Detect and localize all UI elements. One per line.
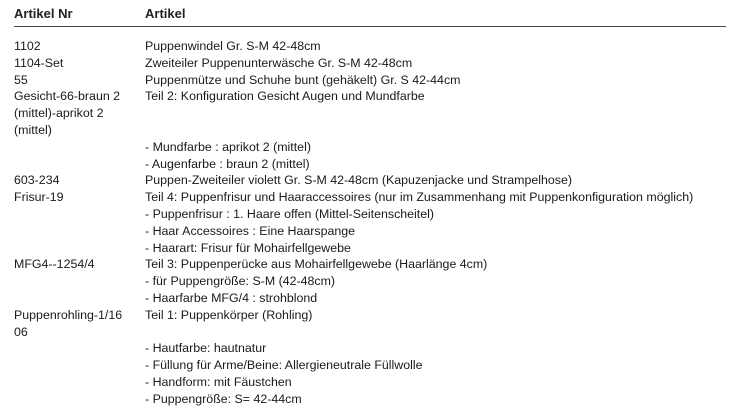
table-header xyxy=(0,0,735,24)
artikel-cell xyxy=(145,88,425,172)
artikel-text-line: - Puppenfrisur : 1. Haare offen (Mittel-Seitenscheitel) xyxy=(145,206,435,221)
artikel-nr-cell xyxy=(14,189,136,206)
column-header-artikel-nr: Artikel Nr xyxy=(14,6,73,21)
artikel-text-line: - Mundfarbe : aprikot 2 (mittel) xyxy=(145,139,311,154)
artikel-nr-text: 1102 xyxy=(14,39,41,53)
artikel-nr-cell xyxy=(14,172,136,189)
artikel-text-line: - Haar Accessoires : Eine Haarspange xyxy=(145,223,356,238)
artikel-text-line: - Augenfarbe : braun 2 (mittel) xyxy=(145,156,310,171)
artikel-nr-text: MFG4--1254/4 xyxy=(14,257,95,272)
artikel-nr-cell xyxy=(14,307,136,341)
artikel-text-line: Teil 2: Konfiguration Gesicht Augen und Mundfarbe xyxy=(145,89,425,104)
artikel-text-line: Zweiteiler Puppenunterwäsche Gr. S-M 42-48cm xyxy=(145,55,413,70)
artikel-nr-text: Puppenrohling-1/16 xyxy=(14,307,123,322)
artikel-nr-cell xyxy=(14,72,136,89)
artikel-nr-cell xyxy=(14,38,136,55)
table-row xyxy=(0,55,735,72)
table-row xyxy=(0,88,735,172)
artikel-text-line: - Haarart: Frisur für Mohairfellgewebe xyxy=(145,240,351,255)
artikel-nr-text: 1104-Set xyxy=(14,55,64,70)
artikel-text-line xyxy=(145,105,425,122)
artikel-text-line: Puppenwindel Gr. S-M 42-48cm xyxy=(145,39,321,53)
artikel-cell xyxy=(145,38,321,55)
table-body xyxy=(0,38,735,408)
artikel-cell xyxy=(145,189,693,256)
artikel-text-line: Puppen-Zweiteiler violett Gr. S-M 42-48cm (Kapuzenjacke und Strampelhose) xyxy=(145,173,572,188)
artikel-text-line: - Handform: mit Fäustchen xyxy=(145,374,292,389)
artikel-cell xyxy=(145,72,460,89)
artikel-text-line: - Hautfarbe: hautnatur xyxy=(145,341,267,356)
table-row xyxy=(0,172,735,189)
artikel-text-line: - Puppengröße: S= 42-44cm xyxy=(145,391,302,406)
table-row xyxy=(0,189,735,256)
artikel-nr-text: (mittel)-aprikot 2 xyxy=(14,106,104,121)
artikel-nr-cell xyxy=(14,88,136,138)
header-divider xyxy=(14,26,726,27)
artikel-cell xyxy=(145,172,572,189)
artikel-nr-text: 06 xyxy=(14,324,28,339)
artikel-cell xyxy=(145,307,423,408)
table-row xyxy=(0,307,735,408)
artikel-text-line: - Haarfarbe MFG/4 : strohblond xyxy=(145,290,318,305)
artikel-text-line: Teil 3: Puppenperücke aus Mohairfellgewebe (Haarlänge 4cm) xyxy=(145,257,488,272)
table-row xyxy=(0,256,735,306)
artikel-nr-text: 603-234 xyxy=(14,173,60,188)
column-header-artikel: Artikel xyxy=(145,6,186,21)
artikel-nr-text: 55 xyxy=(14,72,28,87)
artikel-nr-cell xyxy=(14,256,136,273)
artikel-nr-cell xyxy=(14,55,136,72)
artikel-nr-text: (mittel) xyxy=(14,122,52,137)
artikel-cell xyxy=(145,256,487,306)
table-row xyxy=(0,72,735,89)
artikel-text-line xyxy=(145,122,425,139)
artikel-text-line xyxy=(145,324,423,341)
artikel-text-line: Teil 4: Puppenfrisur und Haaraccessoires (nur im Zusammenhang mit Puppenkonfiguration möglich) xyxy=(145,190,694,205)
artikel-cell xyxy=(145,55,412,72)
artikel-nr-text: Frisur-19 xyxy=(14,190,64,205)
table-row xyxy=(0,38,735,55)
artikel-text-line: Puppenmütze und Schuhe bunt (gehäkelt) Gr. S 42-44cm xyxy=(145,72,461,87)
artikel-text-line: Teil 1: Puppenkörper (Rohling) xyxy=(145,307,313,322)
artikel-text-line: - für Puppengröße: S-M (42-48cm) xyxy=(145,274,336,289)
artikel-text-line: - Füllung für Arme/Beine: Allergieneutrale Füllwolle xyxy=(145,358,423,373)
artikel-nr-text: Gesicht-66-braun 2 xyxy=(14,89,121,104)
